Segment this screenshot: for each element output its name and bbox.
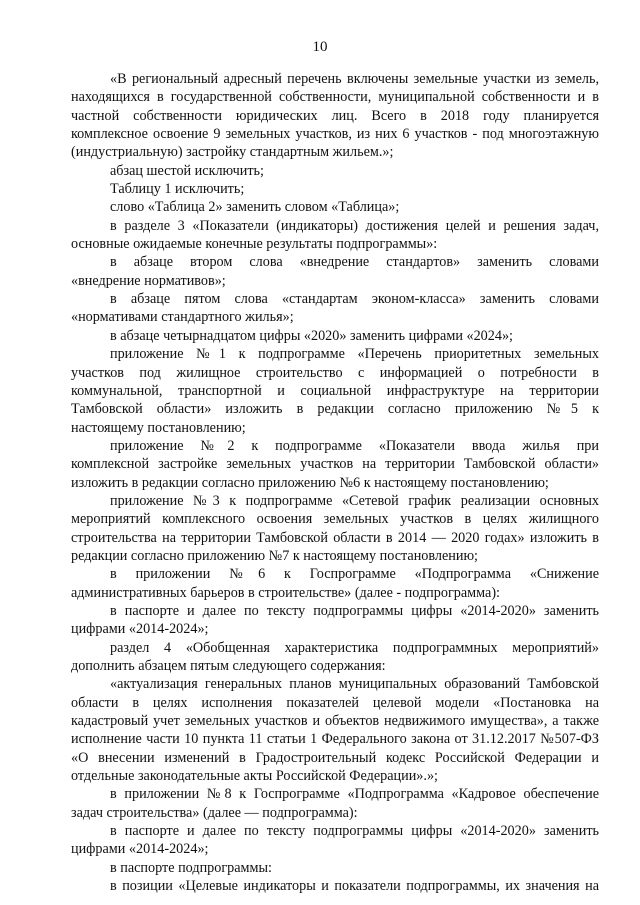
text-line: «В региональный адресный перечень включены земельные участки из земель, xyxy=(110,71,599,87)
text-line: «нормативами стандартного жилья»; xyxy=(71,309,294,326)
paragraph-regional-list xyxy=(71,70,599,162)
text-line: частной собственности юридических лиц. Всего в 2018 году планируется xyxy=(71,107,599,124)
text-line: приложение №3 к подпрограмме «Сетевой график реализации основных xyxy=(110,492,599,509)
text-line: абзац шестой исключить; xyxy=(110,162,264,179)
text-line: мероприятий комплексного освоения земельных участков в целях жилищного xyxy=(71,511,599,528)
paragraph-section-4 xyxy=(71,639,599,676)
paragraph-general-plans xyxy=(71,675,599,785)
paragraph-section-3 xyxy=(71,217,599,254)
text-line: комплексной застройке земельных участков на территории Тамбовской области» xyxy=(71,456,599,473)
paragraph-appendix-3 xyxy=(71,492,599,565)
text-line: Тамбовской области» изложить в редакции согласно приложению №5 к xyxy=(71,401,599,418)
text-line: слово «Таблица 2» заменить словом «Таблица»; xyxy=(110,199,400,216)
text-line: «актуализация генеральных планов муниципальных образований Тамбовской xyxy=(110,676,599,693)
paragraph-fifth-abzac xyxy=(71,290,599,327)
text-line: основные ожидаемые конечные результаты подпрограммы»: xyxy=(71,236,438,253)
text-line: в паспорте и далее по тексту подпрограммы цифры «2014-2020» заменить xyxy=(110,823,599,840)
text-line: коммунальной, транспортной и социальной инфраструктуре на территории xyxy=(71,382,599,399)
paragraph-appendix-1 xyxy=(71,345,599,437)
paragraph-target-indicators xyxy=(71,877,599,895)
paragraph-passport-years-1 xyxy=(71,602,599,639)
text-line: дополнить абзацем пятым следующего содержания: xyxy=(71,658,386,674)
text-line: комплексное освоение 9 земельных участков, из них 6 участков - под многоэтажную xyxy=(71,126,599,143)
paragraph-exclude-table xyxy=(71,180,599,198)
text-line: «О внесении изменений в Градостроительный кодекс Российской Федерации и xyxy=(71,749,599,766)
paragraph-fourteenth-abzac xyxy=(71,327,599,345)
text-line: в абзаце втором слова «внедрение стандартов» заменить словами xyxy=(110,254,599,271)
text-line: в паспорте подпрограммы: xyxy=(110,859,272,876)
text-line: в приложении №6 к Госпрограмме «Подпрограмма «Снижение xyxy=(110,566,599,583)
text-line: в приложении №8 к Госпрограмме «Подпрограмма «Кадровое обеспечение xyxy=(110,786,599,803)
text-line: в абзаце четырнадцатом цифры «2020» заменить цифрами «2024»; xyxy=(110,327,513,344)
text-line: изложить в редакции согласно приложению №6 к настоящему постановлению; xyxy=(71,474,549,491)
paragraph-appendix-2 xyxy=(71,437,599,492)
text-line: находящихся в государственной собственности, муниципальной собственности и в xyxy=(71,89,599,106)
text-line: административных барьеров в строительстве» (далее - подпрограмма): xyxy=(71,584,500,601)
text-line: «внедрение нормативов»; xyxy=(71,272,226,289)
page-number: 10 xyxy=(312,39,328,55)
text-line: в паспорте и далее по тексту подпрограммы цифры «2014-2020» заменить xyxy=(110,602,599,619)
paragraph-second-abzac xyxy=(71,253,599,290)
paragraph-appendix-6-gosprogram xyxy=(71,565,599,602)
text-line: раздел 4 «Обобщенная характеристика подпрограммных мероприятий» xyxy=(110,639,599,656)
text-line: в разделе 3 «Показатели (индикаторы) достижения целей и решения задач, xyxy=(110,217,599,234)
text-line: в позиции «Целевые индикаторы и показатели подпрограммы, их значения на xyxy=(110,878,599,895)
paragraph-in-passport xyxy=(71,859,599,877)
paragraph-appendix-8-gosprogram xyxy=(71,785,599,822)
paragraph-replace-table-word xyxy=(71,198,599,216)
text-line: Таблицу 1 исключить; xyxy=(110,181,245,198)
text-line: отдельные законодательные акты Российской Федерации».»; xyxy=(71,768,438,785)
text-line: кадастровый учет земельных участков и объектов недвижимого имущества», а также xyxy=(71,713,599,730)
document-body xyxy=(71,70,599,895)
text-line: приложение №1 к подпрограмме «Перечень приоритетных земельных xyxy=(110,346,599,363)
text-line: (индустриальную) застройку стандартным жильем.»; xyxy=(71,144,394,161)
text-line: цифрами «2014-2024»; xyxy=(71,841,209,858)
text-line: приложение №2 к подпрограмме «Показатели ввода жилья при xyxy=(110,437,599,454)
text-line: задач строительства» (далее — подпрограмма): xyxy=(71,804,358,821)
text-line: настоящему постановлению; xyxy=(71,419,246,436)
text-line: области в целях исполнения показателей целевой модели «Постановка на xyxy=(71,694,599,711)
paragraph-passport-years-2 xyxy=(71,822,599,859)
paragraph-exclude-sixth xyxy=(71,162,599,180)
text-line: редакции согласно приложению №7 к настоящему постановлению; xyxy=(71,547,478,564)
text-line: цифрами «2014-2024»; xyxy=(71,621,209,638)
text-line: исполнение части 10 пункта 11 статьи 1 Федерального закона от 31.12.2017 №507-ФЗ xyxy=(71,731,599,748)
text-line: строительства на территории Тамбовской области в 2014 — 2020 годах» изложить в xyxy=(71,529,599,546)
text-line: участков под жилищное строительство с информацией о потребности в xyxy=(71,364,599,381)
text-line: в абзаце пятом слова «стандартам эконом-класса» заменить словами xyxy=(110,291,599,308)
